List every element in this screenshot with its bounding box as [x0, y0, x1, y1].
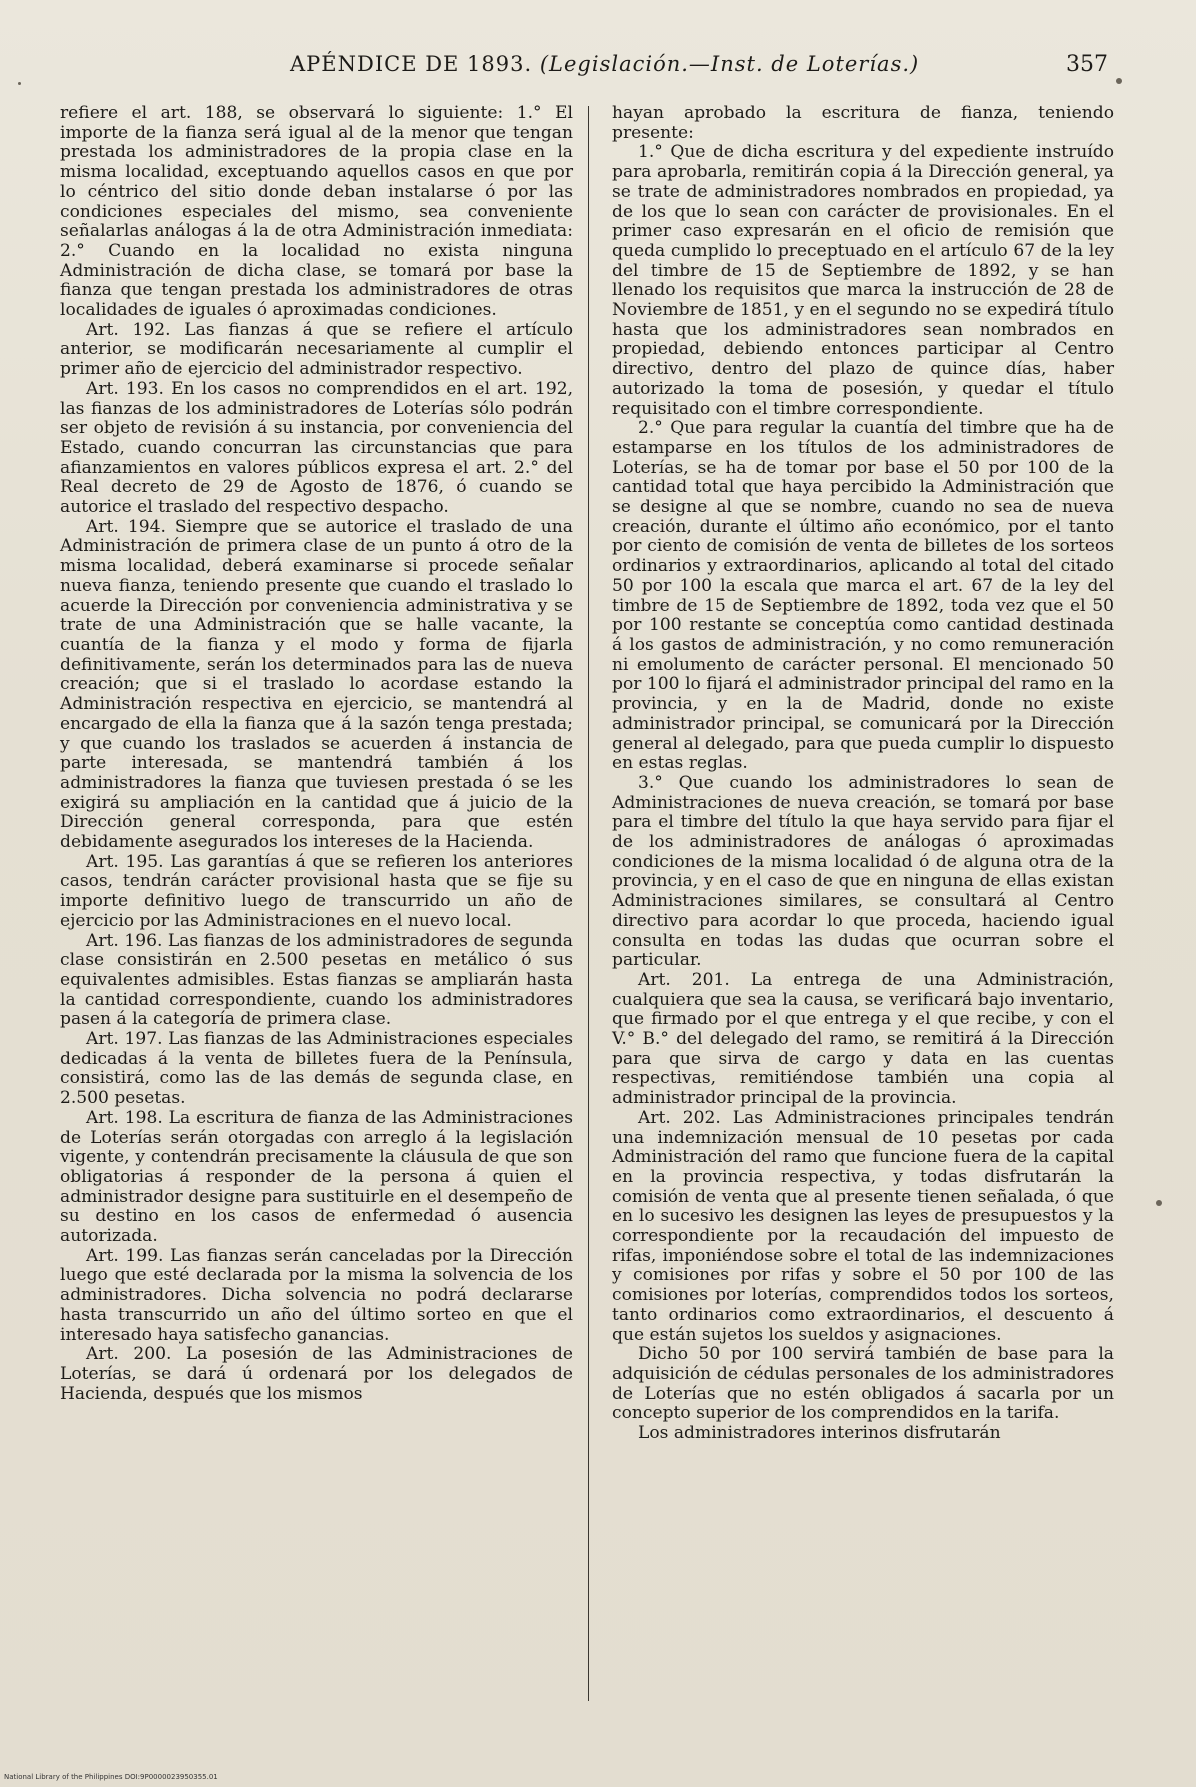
- left-column-paragraph: Art. 196. Las fianzas de los administradores de segunda clase consistirán en 2.500 pesetas en metálico ó sus equivalentes admisibles. Estas fianzas se ampliarán hasta la cantidad correspondiente, cuando los administradores pasen á la categoría de primera clase.: [60, 930, 573, 1030]
- column-divider: [588, 106, 589, 1701]
- right-column-paragraph: Art. 202. Las Administraciones principales tendrán una indemnización mensual de 10 pesetas por cada Administración del ramo que funcione fuera de la capital en la provincia respectiva, y todas disfrutarán la comisión de venta que al presente tienen señalada, ó que en lo sucesivo les designen las leyes de presupuestos y la correspondiente por la recaudación del impuesto de rifas, imponiéndose sobre el total de las indemnizaciones y comisiones por rifas y sobre el 50 por 100 de las comisiones por loterías, comprendidos todos los sorteos, tanto ordinarios como extraordinarios, el descuento á que están sujetos los sueldos y asignaciones.: [612, 1107, 1114, 1345]
- left-column-paragraph: Art. 197. Las fianzas de las Administraciones especiales dedicadas á la venta de billetes fuera de la Península, consistirá, como las de las demás de segunda clase, en 2.500 pesetas.: [60, 1029, 573, 1109]
- left-column-paragraph: Art. 198. La escritura de fianza de las Administraciones de Loterías serán otorgadas con arreglo á la legislación vigente, y contendrán precisamente la cláusula de que son obligatorias á responder de la persona á quien el administrador designe para sustituirle en el desempeño de su destino en los casos de enfermedad ó ausencia autorizada.: [60, 1107, 573, 1247]
- right-column-paragraph: Art. 201. La entrega de una Administración, cualquiera que sea la causa, se verificará bajo inventario, que firmado por el que entrega y el que recibe, y con el V.° B.° del delegado del ramo, se remitirá á la Dirección para que sirva de cargo y data en las cuentas respectivas, remitiéndose también una copia al administrador principal de la provincia.: [612, 969, 1114, 1109]
- right-column-paragraph: 1.° Que de dicha escritura y del expediente instruído para aprobarla, remitirán copia á la Dirección general, ya se trate de administradores nombrados en propiedad, ya de los que lo sean con carácter de provisionales. En el primer caso expresarán en el oficio de remisión que queda cumplido lo preceptuado en el artículo 67 de la ley del timbre de 15 de Septiembre de 1892, y se han llenado los requisitos que marca la instrucción de 28 de Noviembre de 1851, y en el segundo no se expedirá título hasta que los administradores sean nombrados en propiedad, debiendo entonces participar al Centro directivo, dentro del plazo de quince días, haber autorizado la toma de posesión, y quedar el título requisitado con el timbre correspondiente.: [612, 142, 1114, 419]
- right-column-paragraph: 3.° Que cuando los administradores lo sean de Administraciones de nueva creación, se tomará por base para el timbre del título la que haya servido para fijar el de los administradores de análogas ó aproximadas condiciones de la misma localidad ó de alguna otra de la provincia, y en el caso de que en ninguna de ellas existan Administraciones similares, se consultará al Centro directivo para acordar lo que proceda, haciendo igual consulta en todas las dudas que ocurran sobre el particular.: [612, 772, 1114, 971]
- left-column-paragraph: Art. 195. Las garantías á que se refieren los anteriores casos, tendrán carácter provisional hasta que se fije su importe definitivo luego de transcurrido un año de ejercicio por las Administraciones en el nuevo local.: [60, 851, 573, 931]
- header-title-italic: (Legislación.—Inst. de Loterías.): [539, 52, 920, 76]
- right-column-paragraph: Dicho 50 por 100 servirá también de base para la adquisición de cédulas personales de los administradores de Loterías que no estén obligados á sacarla por un concepto superior de los comprendidos en la tarifa.: [612, 1344, 1114, 1424]
- right-column-paragraph: Los administradores interinos disfrutarán: [638, 1423, 1001, 1444]
- left-column-paragraph: Art. 192. Las fianzas á que se refiere el artículo anterior, se modificarán necesariamente al cumplir el primer año de ejercicio del administrador respectivo.: [60, 319, 573, 380]
- left-column-paragraph: Art. 199. Las fianzas serán canceladas por la Dirección luego que esté declarada por la misma la solvencia de los administradores. Dicha solvencia no podrá declararse hasta transcurrido un año del último sorteo en que el interesado haya satisfecho ganancias.: [60, 1245, 573, 1345]
- left-column-paragraph: Art. 194. Siempre que se autorice el traslado de una Administración de primera clase de un punto á otro de la misma localidad, deberá examinarse si procede señalar nueva fianza, teniendo presente que cuando el traslado lo acuerde la Dirección por conveniencia administrativa y se trate de una Administración que se halle vacante, la cuantía de la fianza y el modo y forma de fijarla definitivamente, serán los determinados para las de nueva creación; que si el traslado lo acordase estando la Administración respectiva en ejercicio, se mantendrá al encargado de ella la fianza que á la sazón tenga prestada; y que cuando los traslados se acuerden á instancia de parte interesada, se mantendrá también á los administradores la fianza que tuviesen prestada ó se les exigirá su ampliación en la cantidad que á juicio de la Dirección general corresponda, para que estén debidamente asegurados los intereses de la Hacienda.: [60, 516, 573, 853]
- left-column: [60, 104, 573, 1404]
- left-column-paragraph: Art. 200. La posesión de las Administraciones de Loterías, se dará ú ordenará por los delegados de Hacienda, después que los mismos: [60, 1344, 573, 1404]
- ink-speck: [1116, 78, 1122, 84]
- page-number: 357: [1066, 52, 1108, 77]
- running-header: [120, 52, 1120, 88]
- left-column-paragraph: refiere el art. 188, se observará lo siguiente: 1.° El importe de la fianza será igual al de la menor que tengan prestada los administradores de la propia clase en la misma localidad, exceptuando aquellos casos en que por lo céntrico del sitio donde deban instalarse ó por las condiciones especiales del mismo, sea conveniente señalarlas análogas á la de otra Administración inmediata: 2.° Cuando en la localidad no exista ninguna Administración de dicha clase, se tomará por base la fianza que tengan prestada los administradores de otras localidades de iguales ó aproximadas condiciones.: [60, 103, 573, 321]
- left-column-paragraph: Art. 193. En los casos no comprendidos en el art. 192, las fianzas de los administradores de Loterías sólo podrán ser objeto de revisión á su instancia, por conveniencia del Estado, cuando concurran las circunstancias que para afianzamientos en valores públicos expresa el art. 2.° del Real decreto de 29 de Agosto de 1876, ó cuando se autorice el traslado del respectivo despacho.: [60, 378, 573, 518]
- header-title: [290, 52, 920, 76]
- ink-speck: [18, 82, 21, 85]
- right-column-paragraph: hayan aprobado la escritura de fianza, teniendo presente:: [612, 103, 1114, 143]
- right-column-paragraph: 2.° Que para regular la cuantía del timbre que ha de estamparse en los títulos de los administradores de Loterías, se ha de tomar por base el 50 por 100 de la cantidad total que haya percibido la Administración que se designe al que se nombre, cuando no sea de nueva creación, durante el último año económico, por el tanto por ciento de comisión de venta de billetes de los sorteos ordinarios y extraordinarios, aplicando al total del citado 50 por 100 la escala que marca el art. 67 de la ley del timbre de 15 de Septiembre de 1892, toda vez que el 50 por 100 restante se conceptúa como cantidad destinada á los gastos de administración, y no como remuneración ni emolumento de carácter personal. El mencionado 50 por 100 lo fijará el administrador principal del ramo en la provincia, y en la de Madrid, donde no existe administrador principal, se comunicará por la Dirección general al delegado, para que pueda cumplir lo dispuesto en estas reglas.: [612, 418, 1114, 774]
- ink-speck: [1156, 1200, 1162, 1206]
- header-title-main: APÉNDICE DE 1893.: [290, 52, 533, 76]
- scan-credit: National Library of the Philippines DOI:9P0000023950355.01: [4, 1773, 218, 1781]
- right-column: [612, 104, 1114, 1444]
